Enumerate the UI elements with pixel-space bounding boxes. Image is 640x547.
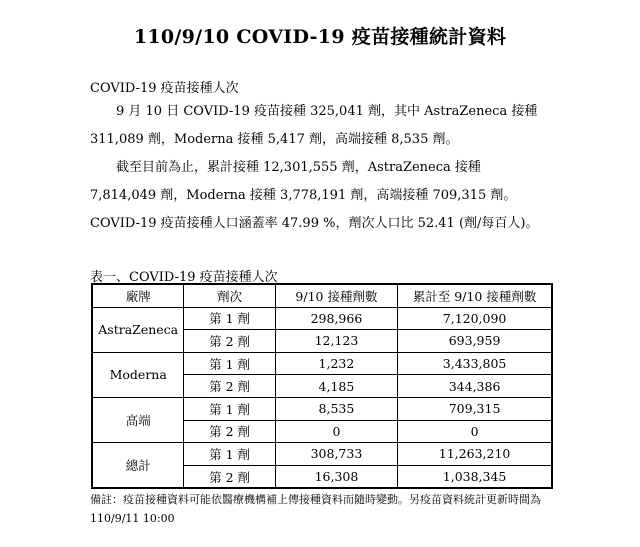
- daily-cell: 12,123: [275, 330, 397, 353]
- dose-cell: 第 1 劑: [184, 397, 275, 420]
- table-row: [92, 443, 552, 466]
- table-row: [92, 397, 552, 420]
- cumulative-cell: 1,038,345: [398, 465, 552, 488]
- cumulative-cell: 0: [398, 420, 552, 443]
- header-brand: 廠牌: [92, 284, 184, 307]
- table-header-row: [92, 284, 552, 307]
- footnote: 備註：疫苗接種資料可能依醫療機構補上傳接種資料而隨時變動。另疫苗資料統計更新時間為 110/9/11 10:00: [90, 493, 541, 525]
- header-daily: 9/10 接種劑數: [275, 284, 397, 307]
- dose-cell: 第 1 劑: [184, 352, 275, 375]
- header-cumulative: 累計至 9/10 接種劑數: [398, 284, 552, 307]
- daily-cell: 0: [275, 420, 397, 443]
- cumulative-cell: 709,315: [398, 397, 552, 420]
- page-title: 110/9/10 COVID-19 疫苗接種統計資料: [133, 26, 507, 48]
- paragraph-cumulative-summary: [90, 154, 550, 238]
- daily-cell: 308,733: [275, 443, 397, 466]
- dose-cell: 第 2 劑: [184, 330, 275, 353]
- paragraph-daily-text: 9 月 10 日 COVID-19 疫苗接種 325,041 劑，其中 AstraZeneca 接種 311,089 劑，Moderna 接種 5,417 劑，高端接種 8,535 劑。: [90, 104, 538, 147]
- table-caption: 表一、COVID-19 疫苗接種人次: [90, 270, 278, 285]
- table-row: [92, 307, 552, 330]
- cumulative-cell: 3,433,805: [398, 352, 552, 375]
- daily-cell: 4,185: [275, 375, 397, 398]
- dose-cell: 第 1 劑: [184, 307, 275, 330]
- daily-cell: 298,966: [275, 307, 397, 330]
- brand-cell: 總計: [92, 443, 184, 489]
- cumulative-cell: 693,959: [398, 330, 552, 353]
- dose-cell: 第 1 劑: [184, 443, 275, 466]
- dose-cell: 第 2 劑: [184, 375, 275, 398]
- daily-cell: 1,232: [275, 352, 397, 375]
- table-row: [92, 352, 552, 375]
- paragraph-daily-summary: [90, 98, 550, 154]
- brand-cell: AstraZeneca: [92, 307, 184, 352]
- header-dose: 劑次: [184, 284, 275, 307]
- brand-cell: Moderna: [92, 352, 184, 397]
- cumulative-cell: 11,263,210: [398, 443, 552, 466]
- vaccination-table: [91, 283, 553, 489]
- dose-cell: 第 2 劑: [184, 420, 275, 443]
- brand-cell: 高端: [92, 397, 184, 442]
- paragraph-cumulative-text: 截至目前為止，累計接種 12,301,555 劑，AstraZeneca 接種 7,814,049 劑，Moderna 接種 3,778,191 劑，高端接種 709,315 劑。COVID-19 疫苗接種人口涵蓋率 47.99 %，劑次人口比 52.41 (劑/每百人)。: [90, 160, 539, 231]
- daily-cell: 16,308: [275, 465, 397, 488]
- dose-cell: 第 2 劑: [184, 465, 275, 488]
- daily-cell: 8,535: [275, 397, 397, 420]
- cumulative-cell: 7,120,090: [398, 307, 552, 330]
- cumulative-cell: 344,386: [398, 375, 552, 398]
- section-heading: COVID-19 疫苗接種人次: [90, 81, 239, 96]
